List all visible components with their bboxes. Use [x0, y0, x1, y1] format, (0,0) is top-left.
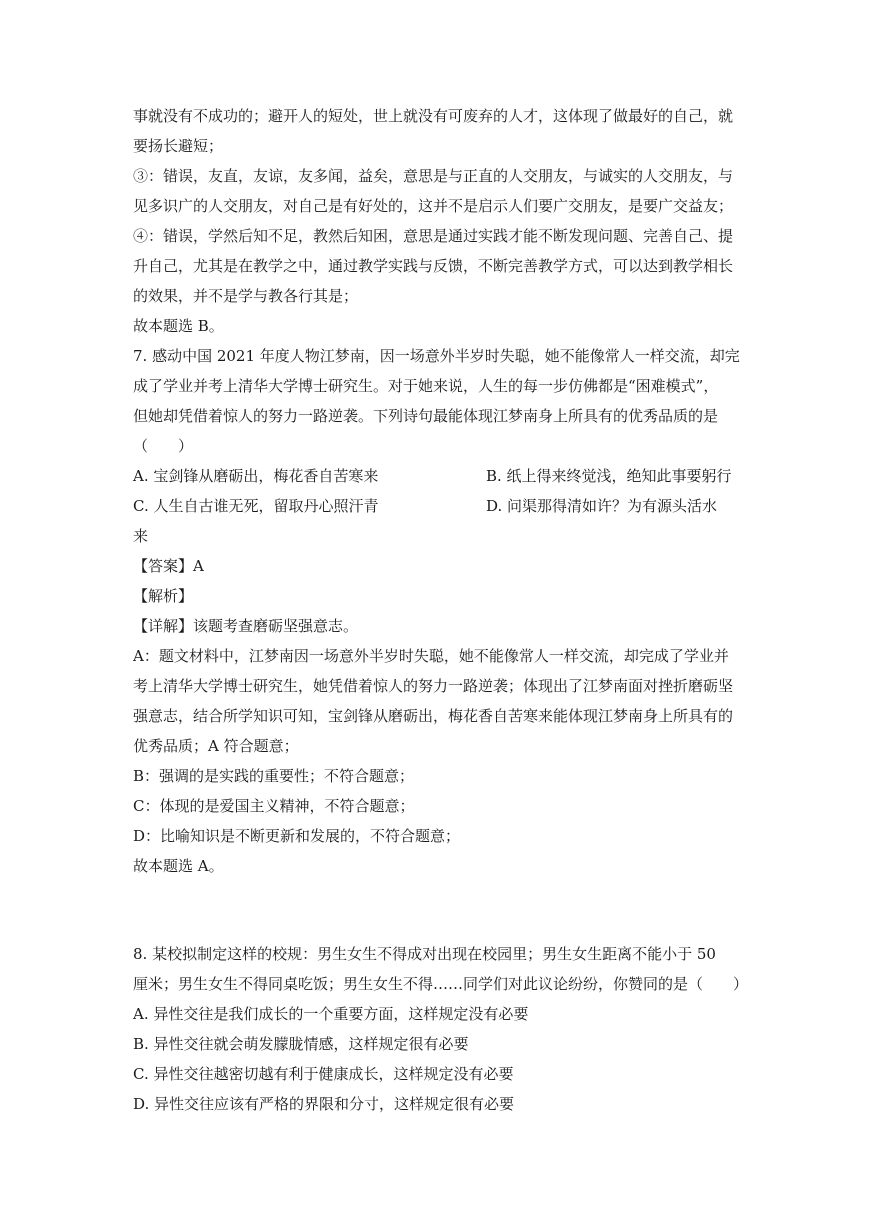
- option-c: C. 异性交往越密切越有利于健康成长，这样规定没有必要: [133, 1065, 514, 1083]
- text-line: 见多识广的人交朋友，对自己是有好处的，这并不是启示人们要广交朋友，是要广交益友；: [133, 197, 734, 215]
- text-line: 优秀品质；A 符合题意；: [133, 737, 299, 755]
- question-8-stem: 8. 某校拟制定这样的校规：男生女生不得成对出现在校园里；男生女生距离不能小于 50: [133, 945, 716, 963]
- detail-label: 【详解】该题考查磨砺坚强意志。: [133, 617, 359, 635]
- text-line: 事就没有不成功的；避开人的短处，世上就没有可废弃的人才，这体现了做最好的自己，就: [133, 107, 734, 125]
- option-c: C. 人生自古谁无死，留取丹心照汗青: [133, 497, 379, 515]
- option-a: A. 宝剑锋从磨砺出，梅花香自苦寒来: [133, 467, 379, 485]
- option-b: B. 异性交往就会萌发朦胧情感，这样规定很有必要: [133, 1035, 469, 1053]
- text-line: 强意志，结合所学知识可知，宝剑锋从磨砺出，梅花香自苦寒来能体现江梦南身上所具有的: [133, 707, 734, 725]
- text-line: ③：错误，友直，友谅，友多闻，益矣，意思是与正直的人交朋友，与诚实的人交朋友，与: [133, 167, 734, 185]
- text-line: ④：错误，学然后知不足，教然后知困，意思是通过实践才能不断发现问题、完善自己、提: [133, 227, 734, 245]
- text-line: 考上清华大学博士研究生，她凭借着惊人的努力一路逆袭；体现出了江梦南面对挫折磨砺坚: [133, 677, 734, 695]
- question-7-stem: 但她却凭借着惊人的努力一路逆袭。下列诗句最能体现江梦南身上所具有的优秀品质的是: [133, 407, 719, 425]
- text-line: C：体现的是爱国主义精神，不符合题意；: [133, 797, 415, 815]
- text-line: 故本题选 A。: [133, 857, 224, 875]
- question-7-blank: （ ）: [133, 437, 194, 455]
- question-7-stem: 成了学业并考上清华大学博士研究生。对于她来说，人生的每一步仿佛都是“困难模式”，: [133, 377, 719, 395]
- text-line: B：强调的是实践的重要性；不符合题意；: [133, 767, 415, 785]
- text-line: A：题文材料中，江梦南因一场意外半岁时失聪，她不能像常人一样交流，却完成了学业并: [133, 647, 729, 665]
- question-8-stem: 厘米；男生女生不得同桌吃饭；男生女生不得……同学们对此议论纷纷，你赞同的是（ ）: [133, 975, 749, 993]
- text-line: 故本题选 B。: [133, 317, 224, 335]
- answer-label: 【答案】A: [133, 557, 204, 575]
- text-line: D：比喻知识是不断更新和发展的，不符合题意；: [133, 827, 461, 845]
- option-a: A. 异性交往是我们成长的一个重要方面，这样规定没有必要: [133, 1005, 529, 1023]
- option-d: D. 异性交往应该有严格的界限和分寸，这样规定很有必要: [133, 1095, 515, 1113]
- option-d-continued: 来: [133, 527, 149, 545]
- text-line: 要扬长避短；: [133, 137, 224, 155]
- option-b: B. 纸上得来终觉浅，绝知此事要躬行: [486, 467, 732, 485]
- option-d: D. 问渠那得清如许？为有源头活水: [486, 497, 718, 515]
- question-7-stem: 7. 感动中国 2021 年度人物江梦南，因一场意外半岁时失聪，她不能像常人一样交流，却完: [133, 347, 740, 365]
- analysis-label: 【解析】: [133, 587, 194, 605]
- text-line: 的效果，并不是学与教各行其是；: [133, 287, 359, 305]
- text-line: 升自己，尤其是在教学之中，通过教学实践与反馈，不断完善教学方式，可以达到教学相长: [133, 257, 734, 275]
